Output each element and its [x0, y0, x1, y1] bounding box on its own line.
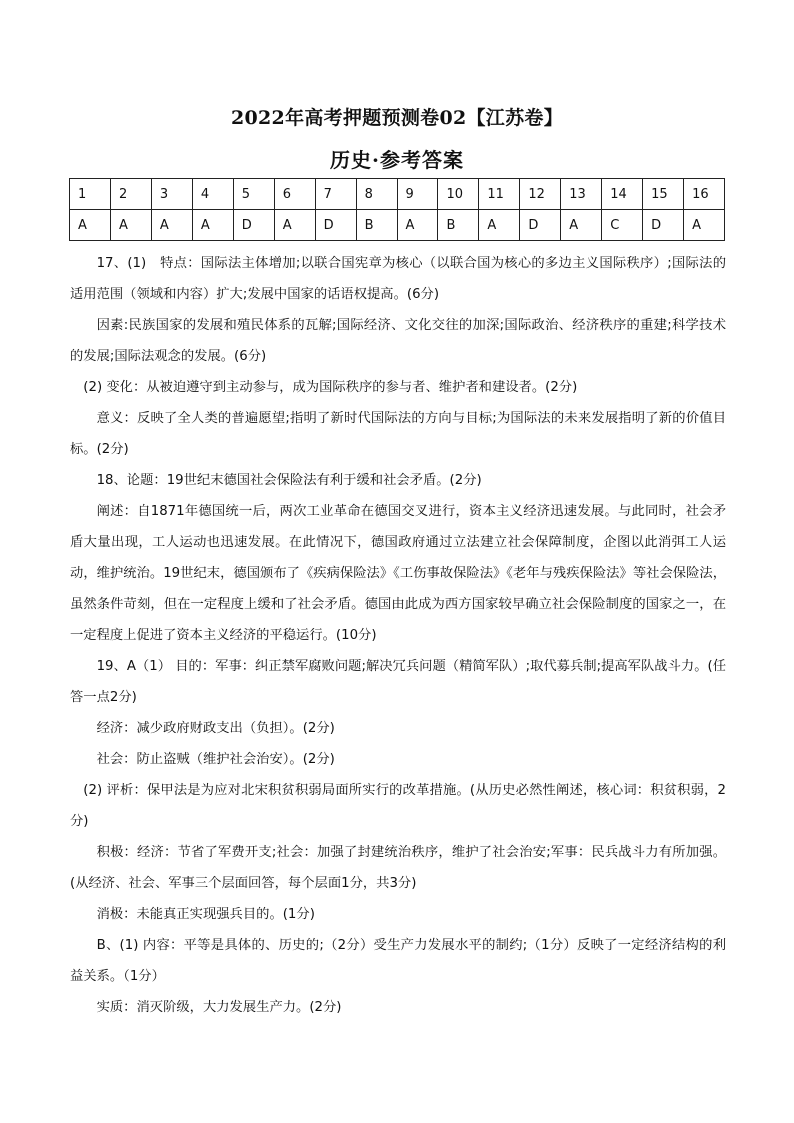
page-title: 2022年高考押题预测卷02【江苏卷】: [230, 107, 564, 129]
answer-18-thesis: 18、论题：19世纪末德国社会保险法有利于缓和社会矛盾。(2分): [96, 473, 482, 488]
answer-cell: D: [520, 210, 561, 241]
answer-cell: A: [110, 210, 151, 241]
answer-cell: A: [397, 210, 438, 241]
answer-table-number-row: [70, 179, 725, 210]
answer-19b-1-essence: 实质：消灭阶级，大力发展生产力。(2分): [96, 1000, 342, 1015]
answer-cell: D: [643, 210, 684, 241]
answer-body: [70, 248, 726, 1023]
answer-cell: A: [684, 210, 725, 241]
answer-cell: D: [315, 210, 356, 241]
question-number: 5: [233, 179, 274, 210]
question-number: 14: [602, 179, 643, 210]
page-subtitle: 历史·参考答案: [330, 148, 464, 172]
answer-17-2-significance: 意义：反映了全人类的普遍愿望;指明了新时代国际法的方向与目标;为国际法的未来发展指明了新的价值目标。(2分): [70, 411, 726, 457]
question-number: 13: [561, 179, 602, 210]
answer-cell: D: [233, 210, 274, 241]
answer-18-argument: 阐述：自1871年德国统一后，两次工业革命在德国交叉进行，资本主义经济迅速发展。与此同时，社会矛盾大量出现，工人运动也迅速发展。在此情况下，德国政府通过立法建立社会保障制度，企图以此消弭工人运动，维护统治。19世纪末，德国颁布了《疾病保险法》《工伤事故保险法》《老年与残疾保险法》等社会保险法，虽然条件苛刻，但在一定程度上缓和了社会矛盾。德国由此成为西方国家较早确立社会保险制度的国家之一，在一定程度上促进了资本主义经济的平稳运行。(10分): [70, 504, 726, 643]
question-number: 15: [643, 179, 684, 210]
answer-19a-1-economy: 经济：减少政府财政支出（负担）。(2分): [96, 721, 335, 736]
answer-cell: A: [274, 210, 315, 241]
question-number: 1: [70, 179, 111, 210]
answer-19a-2-positive: 积极：经济：节省了军费开支;社会：加强了封建统治秩序，维护了社会治安;军事：民兵战斗力有所加强。(从经济、社会、军事三个层面回答，每个层面1分，共3分): [70, 845, 726, 891]
answer-cell: C: [602, 210, 643, 241]
question-number: 16: [684, 179, 725, 210]
question-number: 8: [356, 179, 397, 210]
answer-19a-1-society: 社会：防止盗贼（维护社会治安）。(2分): [96, 752, 335, 767]
question-number: 3: [151, 179, 192, 210]
question-number: 9: [397, 179, 438, 210]
question-number: 4: [192, 179, 233, 210]
answer-19b-1-content: B、(1) 内容：平等是具体的、历史的;（2分）受生产力发展水平的制约;（1分）反映了一定经济结构的利益关系。（1分）: [70, 938, 726, 984]
question-number: 6: [274, 179, 315, 210]
answer-19a-2-negative: 消极：未能真正实现强兵目的。(1分): [96, 907, 315, 922]
question-number: 11: [479, 179, 520, 210]
answer-17-2-change: (2) 变化：从被迫遵守到主动参与，成为国际秩序的参与者、维护者和建设者。(2分): [83, 380, 578, 395]
question-number: 7: [315, 179, 356, 210]
question-number: 12: [520, 179, 561, 210]
answer-17-1-features: 17、(1) 特点：国际法主体增加;以联合国宪章为核心（以联合国为核心的多边主义国际秩序）;国际法的适用范围（领域和内容）扩大;发展中国家的话语权提高。(6分): [70, 256, 726, 302]
question-number: 10: [438, 179, 479, 210]
answer-cell: A: [192, 210, 233, 241]
answer-19a-1-purpose: 19、A（1） 目的：军事：纠正禁军腐败问题;解决冗兵问题（精简军队）;取代募兵制;提高军队战斗力。(任答一点2分): [70, 659, 726, 705]
answer-17-1-factors: 因素:民族国家的发展和殖民体系的瓦解;国际经济、文化交往的加深;国际政治、经济秩序的重建;科学技术的发展;国际法观念的发展。(6分): [70, 318, 726, 364]
answer-table: [69, 178, 725, 241]
answer-cell: A: [479, 210, 520, 241]
answer-cell: A: [70, 210, 111, 241]
answer-19a-2-evaluation: (2) 评析：保甲法是为应对北宋积贫积弱局面所实行的改革措施。(从历史必然性阐述，核心词：积贫积弱，2分): [70, 783, 726, 829]
answer-cell: B: [356, 210, 397, 241]
answer-table-answer-row: [70, 210, 725, 241]
answer-cell: B: [438, 210, 479, 241]
answer-cell: A: [151, 210, 192, 241]
answer-cell: A: [561, 210, 602, 241]
question-number: 2: [110, 179, 151, 210]
